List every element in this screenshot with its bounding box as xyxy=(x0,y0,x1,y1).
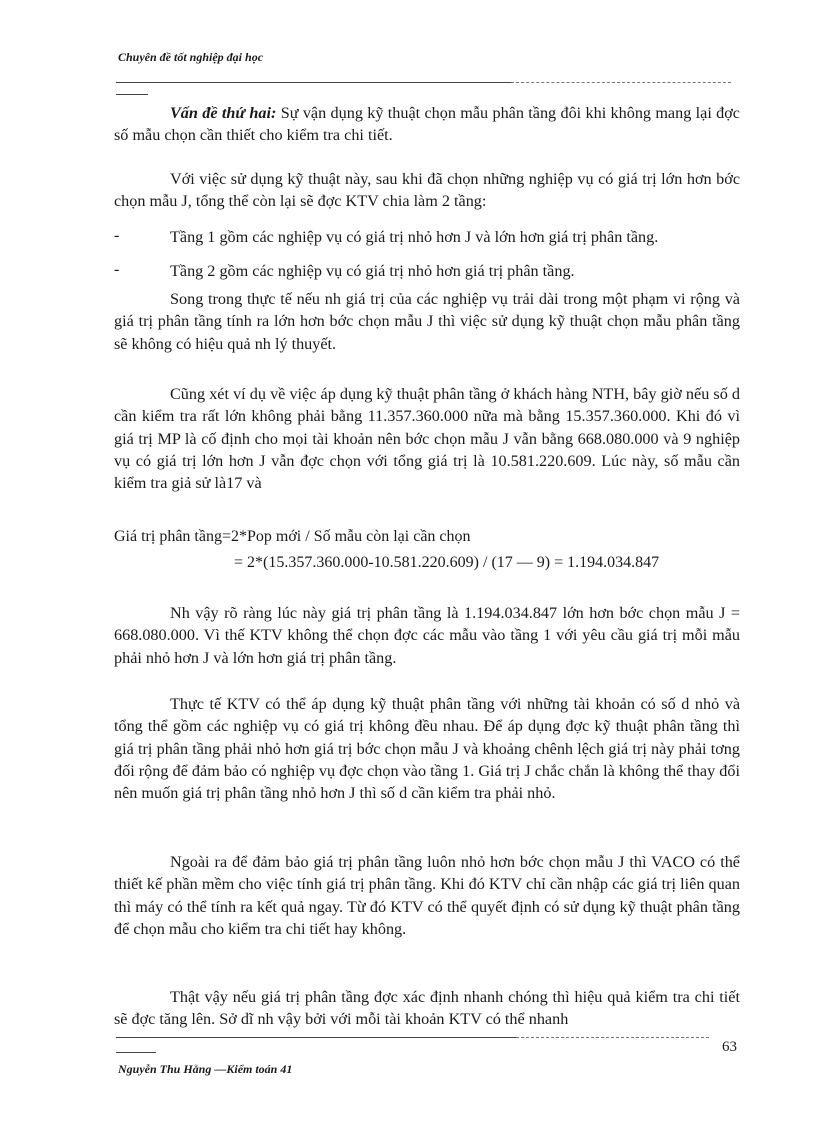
paragraph-efficiency: Thật vậy nếu giá trị phân tầng đợc xác định nhanh chóng thì hiệu quả kiểm tra chi tiết sẽ đợc tăng lên. Sở dĩ nh vậy bởi với mỗi tài khoản KTV có thể nhanh xyxy=(114,988,740,1029)
paragraph-example: Cũng xét ví dụ về việc áp dụng kỹ thuật phân tầng ở khách hàng NTH, bây giờ nếu số d cần kiểm tra rất lớn không phải bằng 11.357.360.000 nữa mà bằng 15.357.360.000. Khi đó vì giá trị MP là cố định cho mọi tài khoản nên bớc chọn mẫu J vẫn bằng 668.080.000 và 9 nghiệp vụ có giá trị lớn hơn J vẫn đợc chọn với tổng giá trị là 10.581.220.609. Lúc này, số mẫu cần kiểm tra giả sử là17 và xyxy=(114,385,740,493)
issue-heading: Vấn đề thứ hai: xyxy=(170,104,277,122)
page-number: 63 xyxy=(722,1039,737,1055)
footer-short-rule xyxy=(116,1052,156,1053)
formula-line-1: Giá trị phân tầng=2*Pop mới / Số mẫu còn lại cần chọn xyxy=(114,528,471,545)
formula-line-2: = 2*(15.357.360.000-10.581.220.609) / (17 — 9) = 1.194.034.847 xyxy=(234,554,660,571)
footer-rule xyxy=(116,1037,516,1038)
issue-text: Sự vận dụng kỹ thuật chọn mẫu phân tầng đôi khi không mang lại đợc số mẫu chọn cần thiết cho kiểm tra chi tiết. xyxy=(114,104,740,145)
bullet-mark: - xyxy=(114,226,120,244)
bullet-mark: - xyxy=(114,260,120,278)
footer-author: Nguyễn Thu Hằng —Kiểm toán 41 xyxy=(118,1062,293,1076)
paragraph-technique: Với việc sử dụng kỹ thuật này, sau khi đã chọn những nghiệp vụ có giá trị lớn hơn bớc chọn mẫu J, tổng thể còn lại sẽ đợc KTV chia làm 2 tầng: xyxy=(114,170,740,211)
header-short-rule xyxy=(116,94,148,95)
paragraph-in-practice: Song trong thực tế nếu nh giá trị của các nghiệp vụ trải dài trong một phạm vi rộng và giá trị phân tầng tính ra lớn hơn bớc chọn mẫu J thì việc sử dụng kỹ thuật chọn mẫu phân tầng sẽ không có hiệu quả nh lý thuyết. xyxy=(114,290,740,353)
paragraph-issue-two xyxy=(114,102,740,147)
header-rule-dashed xyxy=(511,82,731,83)
running-header-title: Chuyên đề tốt nghiệp đại học xyxy=(118,50,264,64)
bullet-text: Tầng 2 gồm các nghiệp vụ có giá trị nhỏ hơn giá trị phân tầng. xyxy=(170,262,575,280)
footer-rule-dashed xyxy=(516,1037,709,1038)
bullet-text: Tầng 1 gồm các nghiệp vụ có giá trị nhỏ hơn J và lớn hơn giá trị phân tầng. xyxy=(170,228,659,246)
paragraph-software: Ngoài ra để đảm bảo giá trị phân tầng luôn nhỏ hơn bớc chọn mẫu J thì VACO có thể thiết kế phần mềm cho việc tính giá trị phân tầng. Khi đó KTV chỉ cần nhập các giá trị liên quan thì máy có thể tính ra kết quả ngay. Từ đó KTV có thể quyết định có sử dụng kỹ thuật phân tầng để chọn mẫu cho kiểm tra chi tiết hay không. xyxy=(114,853,740,938)
header-rule xyxy=(116,82,511,83)
paragraph-conclusion: Nh vậy rõ ràng lúc này giá trị phân tầng là 1.194.034.847 lớn hơn bớc chọn mẫu J = 668.080.000. Vì thế KTV không thể chọn đợc các mẫu vào tầng 1 với yêu cầu giá trị mỗi mẫu phải nhỏ hơn J và lớn hơn giá trị phân tầng. xyxy=(114,604,740,667)
paragraph-application: Thực tế KTV có thể áp dụng kỹ thuật phân tầng với những tài khoản có số d nhỏ và tổng thể gồm các nghiệp vụ có giá trị không đều nhau. Để áp dụng đợc kỹ thuật phân tầng thì giá trị phân tầng phải nhỏ hơn giá trị bớc chọn mẫu J và khoảng chênh lệch giá trị này phải tơng đối rộng để đảm bảo có nghiệp vụ đợc chọn vào tầng 1. Giá trị J chắc chắn là không thể thay đổi nên muốn giá trị phân tầng nhỏ hơn J thì số d cần kiểm tra phải nhỏ. xyxy=(114,695,740,803)
